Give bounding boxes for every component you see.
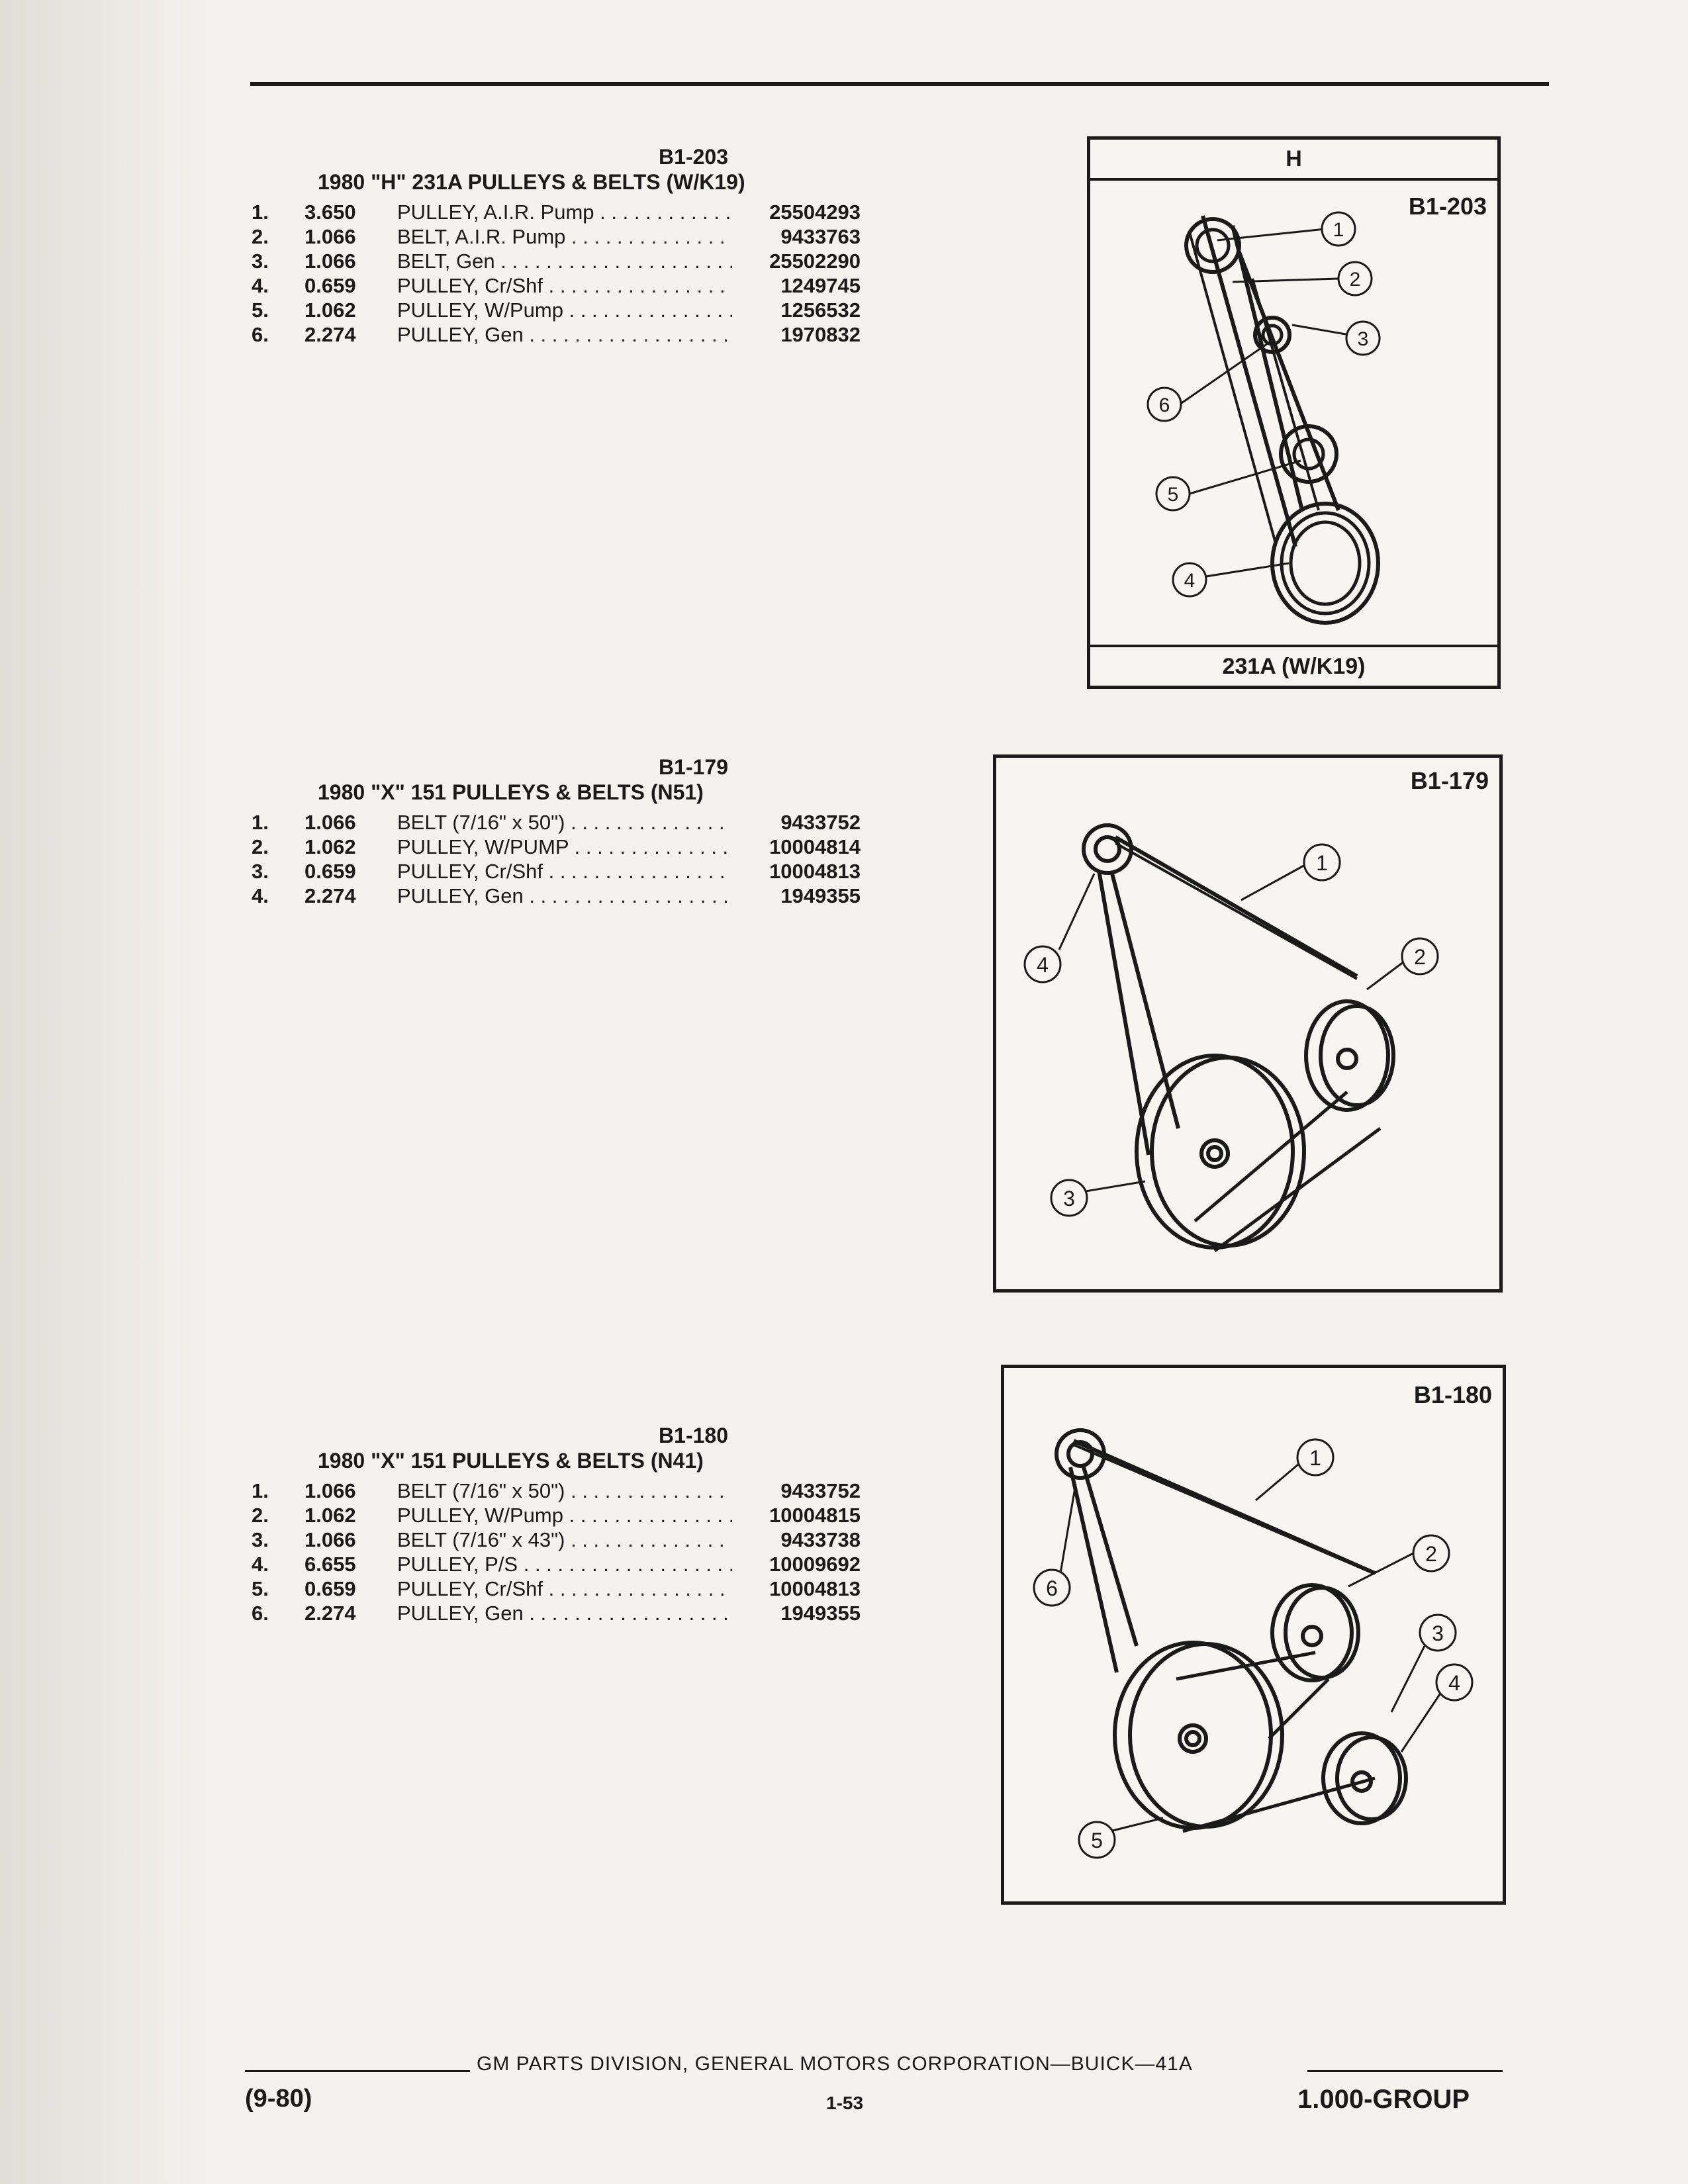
part-number: 6. [252, 323, 269, 346]
part-qty: 0.659 [305, 274, 356, 297]
part-pn: 9433738 [780, 1528, 861, 1551]
parts-list [252, 1479, 861, 1625]
part-row [252, 859, 861, 884]
part-qty: 1.062 [305, 298, 356, 322]
diagram-footer: 231A (W/K19) [1090, 645, 1497, 686]
part-qty: 0.659 [305, 860, 356, 883]
page-number: 1-53 [826, 2093, 864, 2113]
diagram-code: B1-203 [1408, 193, 1487, 220]
section-code: B1-203 [659, 145, 728, 169]
part-row [252, 1576, 861, 1601]
part-qty: 2.274 [305, 884, 356, 907]
part-row [252, 249, 861, 273]
part-description: BELT (7/16" x 50") . . . [397, 810, 732, 835]
callout-label: 2 [1425, 1542, 1437, 1566]
diagram-code: B1-179 [1410, 767, 1489, 794]
part-row [252, 1552, 861, 1576]
part-pn: 1949355 [780, 884, 861, 907]
callout-label: 3 [1357, 328, 1369, 350]
part-number: 3. [252, 1528, 269, 1551]
power-steering-pulley [1323, 1733, 1400, 1823]
part-description: PULLEY, Cr/Shf . . . [397, 859, 732, 884]
part-number: 4. [252, 274, 269, 297]
footer-publisher: GM PARTS DIVISION, GENERAL MOTORS CORPORATION—BUICK—41A [477, 2053, 1193, 2075]
part-number: 1. [252, 811, 269, 834]
section-title: 1980 "H" 231A PULLEYS & BELTS (W/K19) [318, 170, 745, 194]
part-number: 4. [252, 1553, 269, 1576]
part-number: 5. [252, 298, 269, 322]
callout-label: 2 [1414, 945, 1426, 969]
part-row [252, 1601, 861, 1625]
belt [1099, 837, 1357, 1155]
diagram-header: H [1090, 140, 1497, 181]
parts-section-b1-180 [252, 1423, 861, 1625]
part-description: PULLEY, Gen . . . [397, 884, 732, 908]
part-description: PULLEY, Gen . . . [397, 322, 732, 347]
part-qty: 1.062 [305, 835, 356, 858]
callout-label: 4 [1184, 570, 1196, 592]
part-qty: 1.062 [305, 1504, 356, 1527]
part-row [252, 273, 861, 298]
part-qty: 2.274 [305, 323, 356, 346]
footer-group: 1.000-GROUP [1297, 2085, 1470, 2114]
parts-list [252, 200, 861, 347]
part-pn: 9433752 [780, 1479, 861, 1502]
part-qty: 0.659 [305, 1577, 356, 1600]
callout-label: 3 [1432, 1621, 1444, 1645]
footer-rule-left [245, 2070, 470, 2072]
part-description: BELT, Gen . . . [397, 249, 732, 273]
part-description: BELT (7/16" x 43") . . . [397, 1527, 732, 1552]
belt [1070, 1441, 1375, 1672]
part-qty: 1.066 [305, 1479, 356, 1502]
part-row [252, 1527, 861, 1552]
pulley-belt-drawing [1090, 140, 1497, 686]
crankshaft-pulley [1115, 1643, 1271, 1828]
part-qty: 3.650 [305, 201, 356, 224]
scan-shading [0, 0, 218, 2184]
part-qty: 1.066 [305, 811, 356, 834]
part-pn: 1949355 [780, 1602, 861, 1625]
part-row [252, 1479, 861, 1503]
diagram-b1-203 [1087, 136, 1501, 689]
part-description: PULLEY, W/PUMP . . . [397, 835, 732, 859]
crankshaft-pulley [1137, 1056, 1293, 1248]
pulley-belt-drawing [1004, 1368, 1503, 1901]
callout-label: 4 [1448, 1671, 1460, 1695]
part-qty: 1.066 [305, 225, 356, 248]
part-number: 1. [252, 201, 269, 224]
pulley-belt-drawing [996, 758, 1499, 1289]
part-row [252, 810, 861, 835]
part-number: 1. [252, 1479, 269, 1502]
part-description: PULLEY, P/S . . . [397, 1552, 732, 1576]
section-title: 1980 "X" 151 PULLEYS & BELTS (N51) [318, 780, 704, 804]
part-pn: 1249745 [780, 274, 861, 297]
part-number: 2. [252, 1504, 269, 1527]
callout-label: 4 [1037, 953, 1049, 977]
part-number: 6. [252, 1602, 269, 1625]
part-row [252, 322, 861, 347]
callout-label: 5 [1091, 1829, 1103, 1852]
callout-label: 6 [1046, 1576, 1058, 1600]
part-description: BELT, A.I.R. Pump . . . [397, 224, 732, 249]
callout-label: 3 [1063, 1187, 1075, 1210]
part-row [252, 298, 861, 322]
part-pn: 1970832 [780, 323, 861, 346]
part-description: PULLEY, Cr/Shf . . . [397, 1576, 732, 1601]
part-pn: 25502290 [769, 250, 861, 273]
part-number: 4. [252, 884, 269, 907]
section-title: 1980 "X" 151 PULLEYS & BELTS (N41) [318, 1449, 704, 1473]
part-pn: 10004813 [769, 1577, 861, 1600]
belt [1203, 216, 1338, 547]
part-number: 5. [252, 1577, 269, 1600]
callout-label: 1 [1316, 851, 1328, 875]
part-number: 2. [252, 225, 269, 248]
part-description: PULLEY, Gen . . . [397, 1601, 732, 1625]
part-pn: 10004814 [769, 835, 861, 858]
callout-label: 5 [1167, 484, 1179, 506]
top-rule [250, 82, 1549, 86]
footer-rule-right [1307, 2070, 1503, 2072]
part-number: 3. [252, 250, 269, 273]
part-row [252, 835, 861, 859]
part-row [252, 200, 861, 224]
parts-section-b1-179 [252, 754, 861, 908]
part-qty: 2.274 [305, 1602, 356, 1625]
part-pn: 25504293 [769, 201, 861, 224]
callout-label: 1 [1333, 219, 1344, 241]
parts-section-b1-203 [252, 144, 861, 347]
part-description: PULLEY, A.I.R. Pump . . . [397, 200, 732, 224]
section-code: B1-179 [659, 755, 728, 779]
part-qty: 6.655 [305, 1553, 356, 1576]
part-pn: 10004815 [769, 1504, 861, 1527]
part-row [252, 224, 861, 249]
diagram-b1-180 [1001, 1365, 1506, 1905]
callout-label: 6 [1158, 394, 1170, 416]
parts-list [252, 810, 861, 908]
part-description: PULLEY, Cr/Shf . . . [397, 273, 732, 298]
part-qty: 1.066 [305, 1528, 356, 1551]
part-pn: 9433763 [780, 225, 861, 248]
footer-date: (9-80) [245, 2085, 312, 2113]
part-number: 2. [252, 835, 269, 858]
callout-label: 1 [1309, 1446, 1321, 1470]
part-pn: 1256532 [780, 298, 861, 322]
part-qty: 1.066 [305, 250, 356, 273]
part-description: PULLEY, W/Pump . . . [397, 298, 732, 322]
section-code: B1-180 [659, 1424, 728, 1447]
diagram-code: B1-180 [1413, 1381, 1492, 1408]
part-description: PULLEY, W/Pump . . . [397, 1503, 732, 1527]
part-pn: 10009692 [769, 1553, 861, 1576]
part-row [252, 1503, 861, 1527]
part-pn: 10004813 [769, 860, 861, 883]
callout-label: 2 [1349, 269, 1361, 291]
part-row [252, 884, 861, 908]
part-pn: 9433752 [780, 811, 861, 834]
diagram-b1-179 [993, 754, 1503, 1293]
part-description: BELT (7/16" x 50") . . . [397, 1479, 732, 1503]
part-number: 3. [252, 860, 269, 883]
